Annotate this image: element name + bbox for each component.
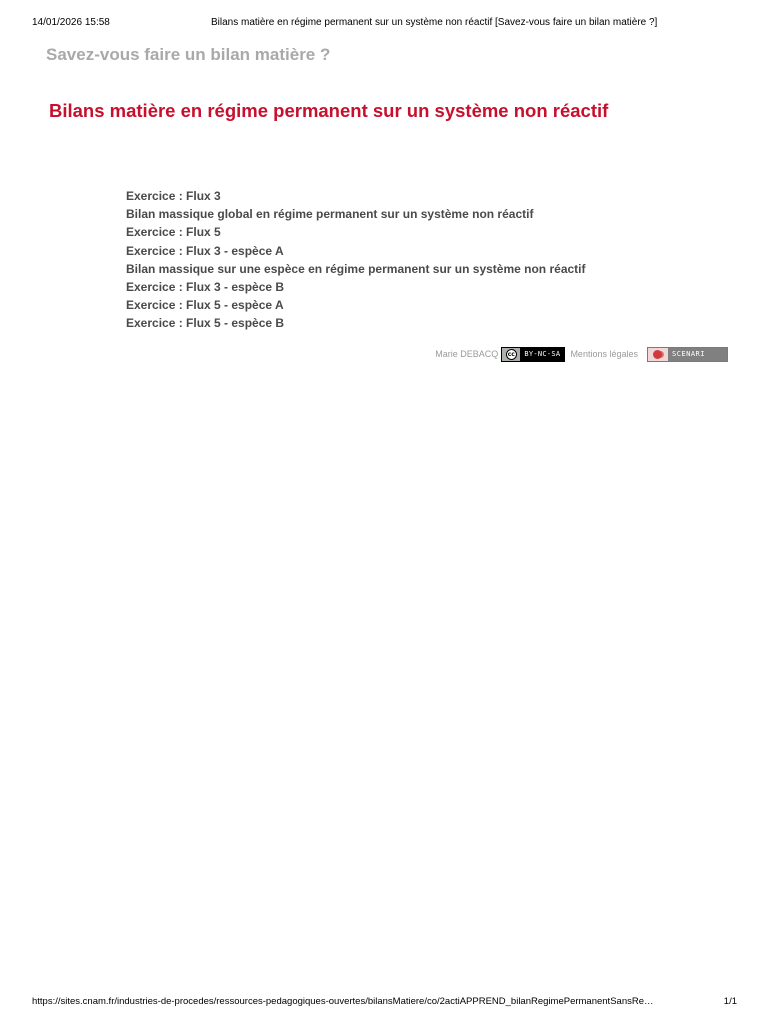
- list-item: [126, 296, 586, 314]
- print-document-title: Bilans matière en régime permanent sur un système non réactif [Savez-vous faire un bilan matière ?]: [211, 17, 658, 28]
- exercise-list: [126, 187, 586, 333]
- print-page-number: 1/1: [723, 996, 737, 1007]
- exercise-link[interactable]: Exercice : Flux 5 - espèce B: [126, 316, 285, 331]
- list-item: [126, 187, 586, 205]
- license-badge[interactable]: [501, 347, 565, 362]
- list-item: [126, 260, 586, 278]
- exercise-link[interactable]: Bilan massique global en régime permanent sur un système non réactif: [126, 207, 534, 222]
- print-url: https://sites.cnam.fr/industries-de-procedes/ressources-pedagogiques-ouvertes/bilansMatiere/co/2actiAPPREND_bilanRegimePermanentSansRe…: [32, 996, 654, 1007]
- scenari-badge[interactable]: [647, 347, 728, 362]
- creative-commons-icon: [502, 348, 520, 361]
- exercise-link[interactable]: Exercice : Flux 3 - espèce B: [126, 280, 285, 295]
- scenari-logo-icon: [648, 348, 668, 361]
- page-footer: [435, 346, 728, 362]
- page-title: Bilans matière en régime permanent sur un système non réactif: [49, 100, 609, 121]
- list-item: [126, 223, 586, 241]
- list-item: [126, 205, 586, 223]
- print-footer: [0, 996, 768, 1010]
- list-item: [126, 242, 586, 260]
- exercise-link[interactable]: Exercice : Flux 3 - espèce A: [126, 243, 284, 258]
- list-item: [126, 278, 586, 296]
- site-title[interactable]: Savez-vous faire un bilan matière ?: [46, 45, 331, 64]
- list-item: [126, 314, 586, 332]
- license-badge-label: BY-NC-SA: [524, 350, 561, 358]
- exercise-link[interactable]: Exercice : Flux 3: [126, 189, 221, 203]
- cc-symbol: cc: [507, 350, 515, 358]
- legal-notice-link[interactable]: Mentions légales: [570, 349, 638, 359]
- author-name: Marie DEBACQ: [435, 349, 499, 359]
- exercise-link[interactable]: Exercice : Flux 5 - espèce A: [126, 298, 284, 313]
- exercise-link[interactable]: Exercice : Flux 5: [126, 225, 221, 240]
- print-datetime: 14/01/2026 15:58: [32, 17, 110, 28]
- scenari-badge-label: SCENARI: [668, 348, 727, 361]
- print-header: [0, 17, 768, 31]
- exercise-link[interactable]: Bilan massique sur une espèce en régime permanent sur un système non réactif: [126, 261, 586, 276]
